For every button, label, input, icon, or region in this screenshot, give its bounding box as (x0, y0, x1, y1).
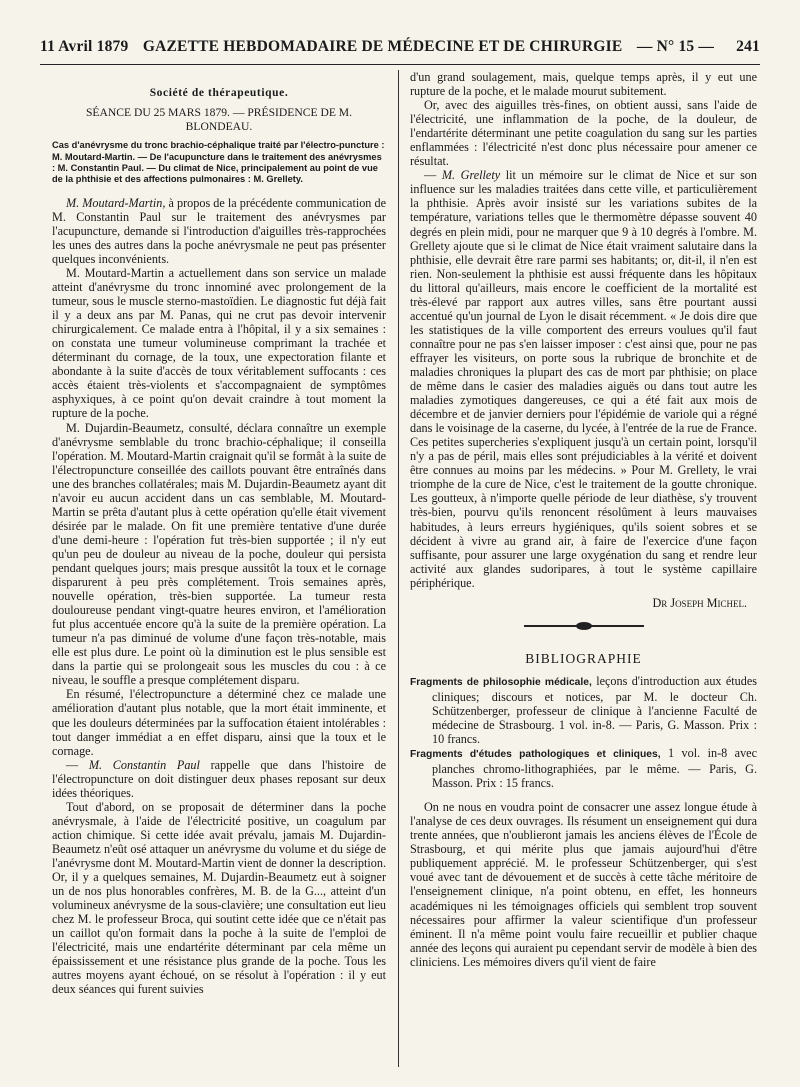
seance-line: SÉANCE DU 25 MARS 1879. — PRÉSIDENCE DE M. BLONDEAU. (85, 106, 353, 134)
paragraph: d'un grand soulagement, mais, quelque temps après, il y eut une rupture de la poche, et le malade mourut subitement. (410, 70, 757, 99)
right-column (410, 70, 757, 1067)
bibliography-entry (410, 746, 757, 790)
ornament-divider (524, 622, 644, 630)
speaker-name: M. Grellety (441, 168, 501, 183)
page-number: 241 (736, 38, 760, 55)
header-rule (40, 64, 760, 65)
society-title: Société de thérapeutique. (149, 87, 289, 99)
paragraph: M. Dujardin-Beaumetz, consulté, déclara connaître un exemple d'anévrysme semblable du tronc brachio-céphalique; il conseilla l'opération. M. Moutard-Martin craignait qu'il se formât à la suite de l'électropuncture conseillée des caillots pouvant être entraînés dans une des branches collatérales; mais M. Dujardin-Beaumetz ayant dit n'avoir eu aucun accident dans un cas semblable, M. Moutard-Martin se prêta d'autant plus à cette opération qu'elle était vivement désirée par le malade. On fit une première tentative d'une durée d'une demi-heure : l'opération fut très-bien supportée ; il n'y eut qu'un peu de douleur au niveau de la poche, douleur qui persista pendant quelques jours; mais presque aussitôt la toux et le cornage disparurent à peu près complétement. Trois semaines après, nouvelle opération, très-bien supportée. La tumeur resta douloureuse pendant vingt-quatre heures environ, et l'amélioration fut plus accentuée encore qu'à la suite de la première opération. La tumeur n'a pas diminué de volume d'une façon très-notable, mais elle est plus dure. Le point où la diminution est le plus sensible est dans la partie qui se prolongeait sous les muscles du cou : à ce niveau, le souffle a presque complétement disparu. (52, 420, 386, 688)
paragraph: En résumé, l'électropuncture a déterminé chez ce malade une amélioration d'autant plus notable, que la mort était imminente, et que les douleurs déterminées par la suffocation étaient intolérables : tout danger immédiat a en effet disparu, ainsi que la toux et le cornage. (52, 687, 386, 758)
paragraph (410, 168, 757, 589)
bib-entry-text: 1 vol. in-8 avec planches chromo-lithographiées, par le même. — Paris, G. Masson. Prix : 15 francs. (432, 746, 757, 791)
paragraph: On ne nous en voudra point de consacrer une assez longue étude à l'analyse de ces deux ouvrages. Ils résument un enseignement qui dura trente années, que n'oublieront jamais les anciens élèves de l'École de Strasbourg, et qui mérite plus que jamais aujourd'hui d'être publiquement apprécié. M. le professeur Schützenberger, qui s'est voué avec tant de dévouement et de succès à cette tâche méritoire de l'enseignement clinique, n'a point obtenu, en effet, les honneurs académiques ni les témoignages officiels qui semblent trop souvent nécessaires pour affirmer la valeur scientifique d'un professeur éminent. Il n'a même point voulu faire recueillir et publier chaque année des leçons qui auraient pu cependant servir de modèle à bien des cliniciens. Les mémoires divers qu'il vient de faire (410, 800, 757, 969)
bib-entry-title: Fragments d'études pathologiques et cliniques, (410, 749, 661, 761)
paragraph (52, 196, 386, 266)
bibliography-entry (410, 674, 757, 746)
header-right (637, 38, 760, 56)
signature: Dr Joseph Michel. (652, 595, 747, 610)
header-issue: — N° 15 — (636, 38, 715, 55)
header-date: 11 Avril 1879 (40, 38, 129, 55)
column-divider (398, 70, 399, 1067)
paragraph-text: à propos de la précédente communication de M. Constantin Paul sur le traitement des anévrysmes par l'acupuncture, demande si l'introduction d'aiguilles très-rapprochées les unes des autres dans la poche anévrysmale ne peut pas présenter quelques inconvénients. (52, 195, 386, 266)
bibliography-title: BIBLIOGRAPHIE (525, 650, 642, 666)
speaker-name: M. Moutard-Martin, (66, 195, 166, 210)
speaker-name: M. Constantin Paul (88, 757, 200, 772)
dash: — (66, 757, 89, 772)
bib-entry-title: Fragments de philosophie médicale, (410, 676, 592, 688)
paragraph: M. Moutard-Martin a actuellement dans son service un malade atteint d'anévrysme du tronc innominé avec prolongement de la tumeur, sous le muscle sterno-mastoïdien. Le diagnostic fut déjà fait il y a deux ans par M. Panas, qui ne crut pas devoir intervenir chirurgicalement. Ce malade entra à l'hôpital, il y a six semaines : on constata une tumeur volumineuse comprimant la trachée et déterminant du cornage, de la toux, une expectoration filante et abondante à la suite d'accès de toux véritablement suffocants : ces accès étaient très-violents et s'accompagnaient de symptômes asphyxiques, à ce point qu'on devait craindre à tout moment la rupture de la poche. (52, 266, 386, 421)
paragraph (52, 758, 386, 800)
left-column (52, 70, 386, 1067)
dash: — (424, 168, 442, 183)
header-title: GAZETTE HEBDOMADAIRE DE MÉDECINE ET DE CHIRURGIE (142, 38, 623, 55)
paragraph: Or, avec des aiguilles très-fines, on obtient aussi, sans l'aide de l'électricité, une inflammation de la poche, de la douleur, de l'endartérite déterminant une petite coagulation du sang sur les parties enflammées : l'électricité n'est donc plus nécessaire pour amener ce résultat. (410, 98, 757, 169)
paragraph-text: lit un mémoire sur le climat de Nice et sur son influence sur les maladies traitées dans cette ville, et particulièrement la phthisie. Après avoir insisté sur les variations subites de la température, variations telles que le thermomètre dépasse souvent 40 degrés en plein midi, pour ne marquer que 9 à 10 degrés à l'ombre. M. Grellety ajoute que si le climat de Nice était vraiment salutaire dans la phthisie, elle devrait être rare parmi ses habitants; or, dit-il, il n'en est rien. Non-seulement la phthisie est aussi fréquente dans les hôpitaux du littoral qu'ailleurs, mais encore le coefficient de la mortalité est très-élevé par rapport aux autres villes, sans être pourtant aussi accentué qu'un journal de Lyon le disait récemment. « Je dois dire que les statistiques de la ville comportent des erreurs voulues qu'il faut connaître pour ne pas s'en laisser imposer : c'est ainsi que, pour ne pas effrayer les visiteurs, on porte sous la rubrique de bronchite et de maladies chroniques la plupart des cas de mort par phthisie; on place de même dans le casier des maladies aiguës ou dans tout autre les maladies zymotiques dangereuses, ce qui a été fait aux mois de décembre et de janvier derniers pour l'épidémie de variole qui a régné dans le voisinage de la caserne, du lycée, à l'entrée de la rue de France. Ces petites supercheries s'expliquent jusqu'à un certain point, lorsqu'il n'y a pas de péril, mais elles sont préjudiciables à la vérité et doivent être connues au moins par les médecins. » Pour M. Grellety, le vrai triomphe de la cure de Nice, c'est le traitement de la goutte chronique. Les goutteux, à n'importe quelle période de leur diathèse, s'y trouvent très-bien, pourvu qu'ils renoncent résolûment à leurs mauvaises habitudes, à leurs erreurs hygiéniques, qu'ils soient sobres et se décident à vivre au grand air, à faire de l'exercice d'une façon suffisante, pour assurer une large oxygénation du sang et rendre leur activité aux glandes sudoripares, à tout le système capillaire périphérique. (410, 168, 757, 590)
page-header (40, 38, 760, 62)
bib-entry-text: leçons d'introduction aux études cliniques; discours et notices, par M. le docteur Ch. Schützenberger, professeur de clinique à l'ancienne Faculté de médecine de Strasbourg. 1 vol. in-8. — Paris, G. Masson. Prix : 10 francs. (432, 673, 757, 747)
session-summary: Cas d'anévrysme du tronc brachio-céphalique traité par l'électro-puncture : M. Moutard-Martin. — De l'acupuncture dans le traitement des anévrysmes : M. Constantin Paul. — Du climat de Nice, principalement au point de vue de la phthisie et des affections pulmonaires : M. Grellety. (52, 140, 385, 185)
paragraph-text: rappelle que dans l'histoire de l'électropuncture on doit distinguer deux phases reposant sur deux idées théoriques. (52, 757, 386, 800)
paragraph: Tout d'abord, on se proposait de déterminer dans la poche anévrysmale, à l'aide de l'électricité positive, un coagulum par action chimique. Si cette idée avait prévalu, jamais M. Dujardin-Beaumetz n'eût osé attaquer un anévrysme du volume et du siége de l'anévrysme dont M. Moutard-Martin vient de donner la description. Or, il y a quelques semaines, M. Dujardin-Beaumetz eut à soigner un de nos plus honorables confrères, M. B. de la G..., atteint d'un volumineux anévrysme de la sous-clavière; une consultation eut lieu chez M. le professeur Broca, qui soutint cette idée que ce n'était pas un caillot qu'on formait dans la poche à la suite de l'emploi de l'électricité, mais une endartérite déterminant par cela même un épaississement et une résistance plus grande de la poche. Tous les autres moyens ayant échoué, on se résolut à l'opération : il y eut deux séances qui furent suivies (52, 799, 386, 997)
